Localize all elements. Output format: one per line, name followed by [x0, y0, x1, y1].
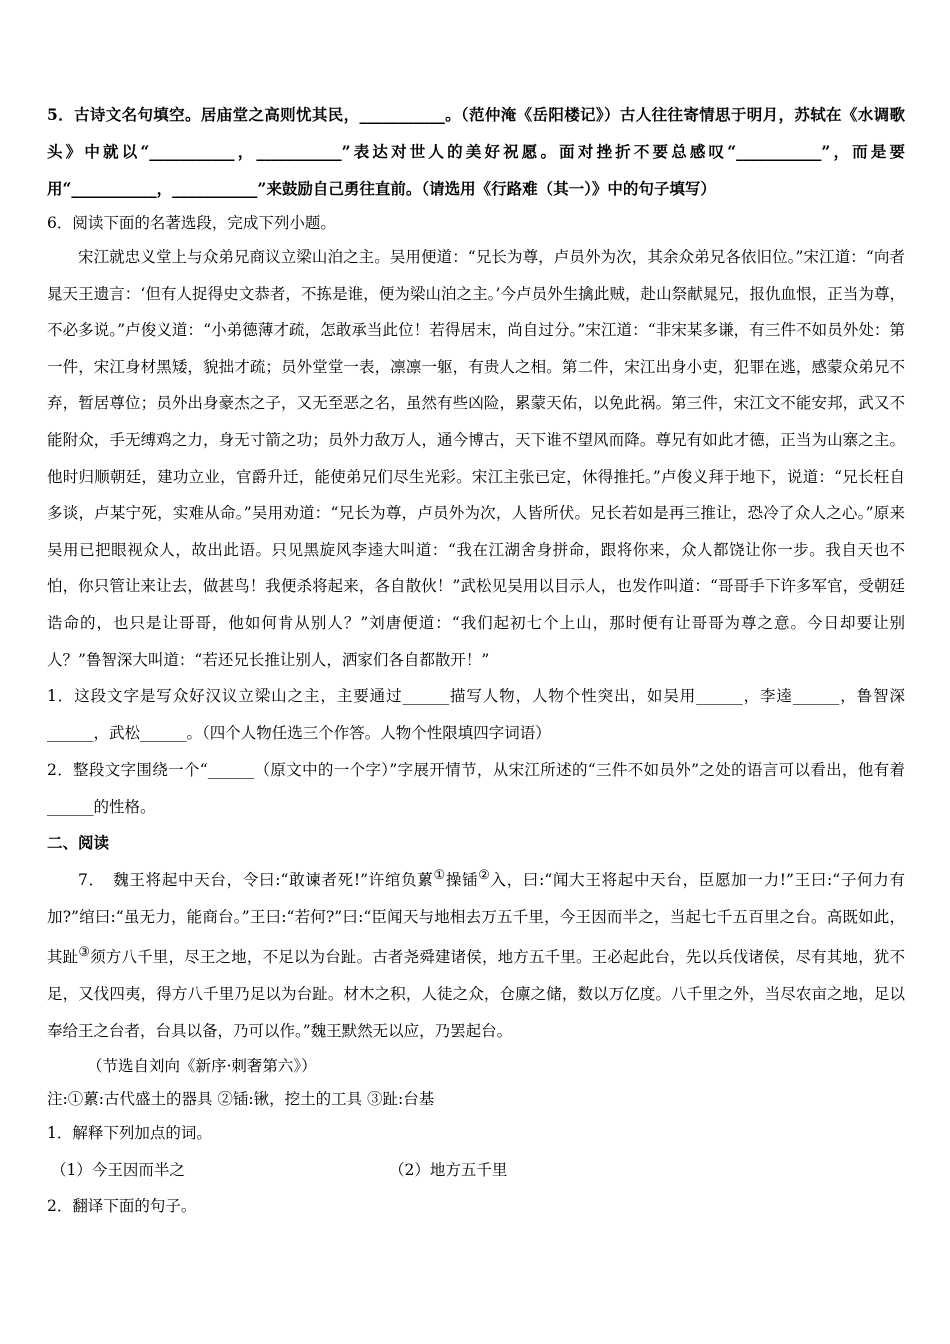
question-7-passage-part-b: 操锸	[445, 871, 479, 890]
question-7-sub-1: 1．解释下列加点的词。	[47, 1124, 212, 1143]
question-6-passage: 宋江就忠义堂上与众弟兄商议立梁山泊之主。吴用便道：“兄长为尊，卢员外为次，其余众弟兄各依旧位。”宋江道：“向者晁天王遗言：‘但有人捉得史文恭者，不拣是谁，便为梁山泊之主。’今卢员外生擒此贼，赴山祭献晁兄，报仇血恨，正当为尊，不必多说。”卢俊义道：“小弟德薄才疏，怎敢承当此位！若得居末，尚自过分。”宋江道：“非宋某多谦，有三件不如员外处：第一件，宋江身材黑矮，貌拙才疏；员外堂堂一表，凛凛一躯，有贵人之相。第二件，宋江出身小吏，犯罪在逃，感蒙众弟兄不弃，暂居尊位；员外出身豪杰之子，又无至恶之名，虽然有些凶险，累蒙天佑，以免此祸。第三件，宋江文不能安邦，武又不能附众，手无缚鸡之力，身无寸箭之功；员外力敌万人，通今博古，天下谁不望风而降。尊兄有如此才德，正当为山寨之主。他时归顺朝廷，建功立业，官爵升迁，能使弟兄们尽生光彩。宋江主张已定，休得推托。”卢俊义拜于地下，说道：“兄长枉自多谈，卢某宁死，实难从命。”吴用劝道：“兄长为尊，卢员外为次，人皆所伏。兄长若如是再三推让，恐冷了众人之心。”原来吴用已把眼视众人，故出此语。只见黑旋风李逵大叫道：“我在江湖舍身拼命，跟将你来，众人都饶让你一步。我自天也不怕，你只管让来让去，做甚鸟！我便杀将起来，各自散伙！”武松见吴用以目示人，也发作叫道：“哥哥手下许多军官，受朝廷诰命的，也只是让哥哥，他如何肯从别人？”刘唐便道：“我们起初七个上山，那时便有让哥哥为尊之意。今日却要让别人？”鲁智深大叫道：“若还兄长推让别人，洒家们各自都散开！”	[47, 248, 905, 669]
question-6-intro: 6．阅读下面的名著选段，完成下列小题。	[47, 214, 336, 232]
footnote-mark-2: ②	[478, 868, 491, 884]
question-7-sub-1-item-2: （2）地方五千里	[389, 1161, 508, 1180]
question-7-source: （节选自刘向《新序·刺奢第六》）	[87, 1057, 317, 1076]
footnote-mark-1: ①	[433, 868, 446, 884]
question-7-passage-part-a: 7． 魏王将起中天台，令曰:“敢谏者死!”许绾负蔂	[78, 871, 434, 890]
question-7-passage-part-d: 须方八千里，尽王之地，不足以为台趾。古者尧舜建诸侯，地方五千里。王必起此台，先以兵伐诸侯，尽有其地，犹不足，又伐四夷，得方八千里乃足以为台趾。材木之积，人徒之众，仓廪之储，数以万亿度。八千里之外，当尽农亩之地，足以奉给王之台者，台具以备，乃可以作。”魏王默然无以应，乃罢起台。	[47, 948, 905, 1040]
question-7-sub-2: 2．翻译下面的句子。	[47, 1197, 197, 1216]
footnote-mark-3: ③	[78, 945, 91, 961]
question-7-sub-1-item-1: （1）今王因而半之	[51, 1161, 185, 1180]
question-7-passage	[47, 858, 905, 1049]
question-7-passage-part-c: 入，曰:“闻大王将起中天台，臣愿加一力!”王曰:“子何力有加?”绾曰:“虽无力，能商台。”王曰:“若何?”曰:“臣闻天与地相去万五千里，今王因而半之，当起七千五百里之台。高既如此，其趾	[47, 871, 905, 967]
question-7-notes: 注:①蔂:古代盛土的器具 ②锸:锹，挖土的工具 ③趾:台基	[47, 1090, 435, 1109]
section-title-reading: 二、阅读	[47, 833, 110, 853]
question-7-sub-1-items	[47, 1152, 905, 1188]
question-6-sub-2: 2．整段文字围绕一个“______（原文中的一个字）”字展开情节，从宋江所述的“三件不如员外”之处的语言可以看出，他有着______的性格。	[47, 761, 905, 817]
document-page	[47, 96, 905, 1225]
question-5: 5．古诗文名句填空。居庙堂之高则忧其民，___________。（范仲淹《岳阳楼记》）古人往往寄情思于明月，苏轼在《水调歌头》中就以“___________，___________”表达对世人的美好祝愿。面对挫折不要总感叹“___________”，而是要用“___________，___________”来鼓励自己勇往直前。（请选用《行路难（其一）》中的句子填写）	[47, 105, 905, 198]
question-6-sub-1: 1．这段文字是写众好汉议立梁山之主，主要通过______描写人物，人物个性突出，如吴用______，李逵______，鲁智深______，武松______。（四个人物任选三个作答。人物个性限填四字词语）	[47, 687, 905, 743]
